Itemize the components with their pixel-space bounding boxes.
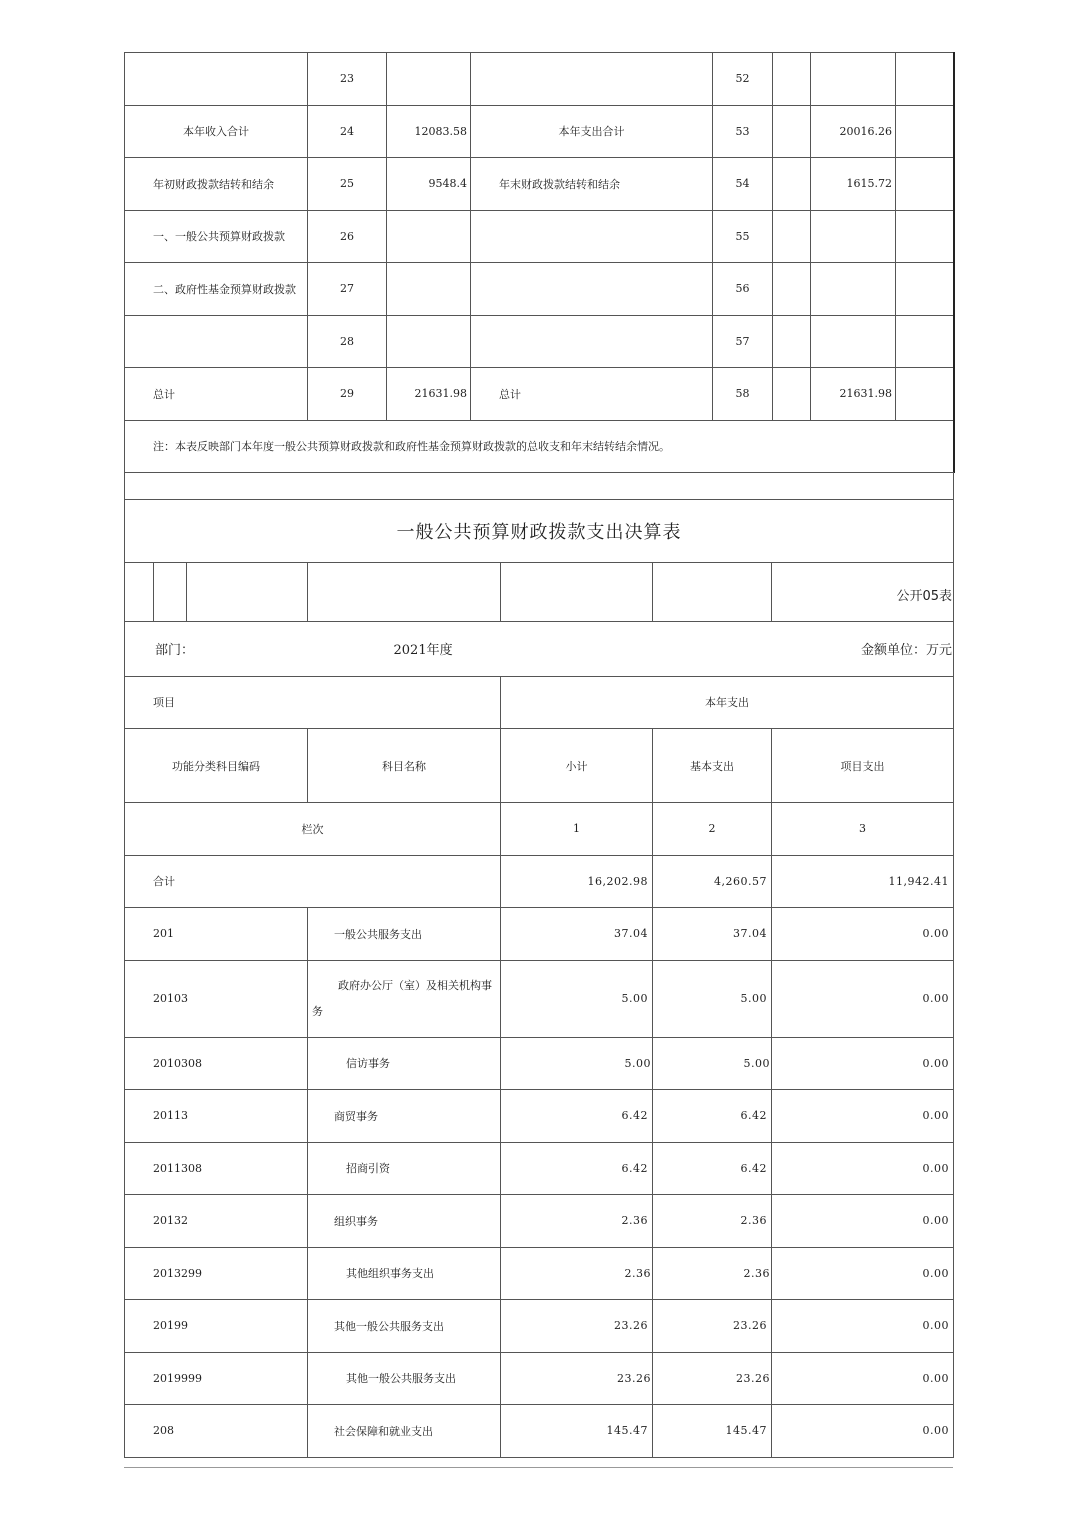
table-row (125, 1142, 954, 1195)
title-row (125, 499, 954, 562)
left-value (387, 263, 471, 316)
subject-name: 信访事务 (308, 1037, 501, 1090)
table-row (125, 1300, 954, 1353)
total-project: 11,942.41 (772, 855, 954, 908)
left-label: 二、政府性基金预算财政拨款 (125, 263, 308, 316)
basic: 2.36 (653, 1247, 772, 1300)
right-value (811, 53, 896, 106)
right-no: 57 (713, 315, 773, 368)
subject-name: 招商引资 (308, 1142, 501, 1195)
summary-row (125, 105, 954, 158)
basic: 6.42 (653, 1090, 772, 1143)
left-no: 29 (308, 368, 387, 421)
right-no: 53 (713, 105, 773, 158)
right-no: 54 (713, 158, 773, 211)
left-no: 23 (308, 53, 387, 106)
table-row (125, 1037, 954, 1090)
basic: 5.00 (653, 960, 772, 1037)
summary-row (125, 315, 954, 368)
subtotal: 6.42 (501, 1090, 653, 1143)
basic: 6.42 (653, 1142, 772, 1195)
header-subtotal: 小计 (501, 729, 653, 803)
table-row (125, 1090, 954, 1143)
header-project-exp: 项目支出 (772, 729, 954, 803)
summary-row (125, 53, 954, 106)
table-row (125, 960, 954, 1037)
table-row (125, 1405, 954, 1458)
project: 0.00 (772, 960, 954, 1037)
right-no: 52 (713, 53, 773, 106)
project: 0.00 (772, 1142, 954, 1195)
project: 0.00 (772, 1352, 954, 1405)
subject-name: 组织事务 (308, 1195, 501, 1248)
total-subtotal: 16,202.98 (501, 855, 653, 908)
subtotal: 23.26 (501, 1300, 653, 1353)
right-value: 1615.72 (811, 158, 896, 211)
project: 0.00 (772, 908, 954, 961)
subject-name: 其他组织事务支出 (308, 1247, 501, 1300)
subject-name: 其他一般公共服务支出 (308, 1300, 501, 1353)
form-number: 公开05表 (772, 562, 954, 621)
subtotal: 23.26 (501, 1352, 653, 1405)
code: 2010308 (125, 1037, 308, 1090)
project: 0.00 (772, 1405, 954, 1458)
basic: 145.47 (653, 1405, 772, 1458)
total-label: 合计 (125, 855, 501, 908)
dept-label: 部门： (125, 621, 308, 676)
summary-row (125, 263, 954, 316)
project: 0.00 (772, 1090, 954, 1143)
code: 20132 (125, 1195, 308, 1248)
fiscal-year: 2021年度 (308, 621, 653, 676)
page-bottom-rule (124, 1467, 953, 1468)
column-order-row (125, 803, 954, 856)
table-row (125, 1195, 954, 1248)
code: 20113 (125, 1090, 308, 1143)
right-value (811, 263, 896, 316)
basic: 2.36 (653, 1195, 772, 1248)
left-value: 21631.98 (387, 368, 471, 421)
code: 201 (125, 908, 308, 961)
table-row (125, 1247, 954, 1300)
right-label: 总计 (471, 368, 713, 421)
total-basic: 4,260.57 (653, 855, 772, 908)
code: 2019999 (125, 1352, 308, 1405)
right-value (811, 210, 896, 263)
project: 0.00 (772, 1247, 954, 1300)
column-1: 1 (501, 803, 653, 856)
project: 0.00 (772, 1195, 954, 1248)
code: 20199 (125, 1300, 308, 1353)
left-no: 27 (308, 263, 387, 316)
left-no: 28 (308, 315, 387, 368)
column-order-label: 栏次 (125, 803, 501, 856)
basic: 5.00 (653, 1037, 772, 1090)
left-label (125, 53, 308, 106)
summary-row (125, 158, 954, 211)
right-label: 本年支出合计 (471, 105, 713, 158)
subtotal: 5.00 (501, 960, 653, 1037)
left-value: 12083.58 (387, 105, 471, 158)
header-project: 项目 (125, 676, 501, 729)
code: 2011308 (125, 1142, 308, 1195)
left-value (387, 210, 471, 263)
right-no: 55 (713, 210, 773, 263)
project: 0.00 (772, 1037, 954, 1090)
table-title: 一般公共预算财政拨款支出决算表 (125, 499, 954, 562)
left-no: 24 (308, 105, 387, 158)
note-row (125, 420, 954, 472)
left-value (387, 53, 471, 106)
project: 0.00 (772, 1300, 954, 1353)
right-label (471, 210, 713, 263)
code: 208 (125, 1405, 308, 1458)
right-value: 20016.26 (811, 105, 896, 158)
left-label: 一、一般公共预算财政拨款 (125, 210, 308, 263)
document-page (124, 52, 953, 1458)
right-no: 58 (713, 368, 773, 421)
header-current-expenditure: 本年支出 (501, 676, 954, 729)
header-row (125, 676, 954, 729)
subject-name: 一般公共服务支出 (308, 908, 501, 961)
basic: 23.26 (653, 1300, 772, 1353)
basic: 23.26 (653, 1352, 772, 1405)
table-row (125, 1352, 954, 1405)
summary-total-row (125, 368, 954, 421)
right-value (811, 315, 896, 368)
code: 2013299 (125, 1247, 308, 1300)
subject-name: 社会保障和就业支出 (308, 1405, 501, 1458)
left-value (387, 315, 471, 368)
table-row (125, 908, 954, 961)
right-value: 21631.98 (811, 368, 896, 421)
subject-name: 其他一般公共服务支出 (308, 1352, 501, 1405)
right-label (471, 315, 713, 368)
header-code: 功能分类科目编码 (125, 729, 308, 803)
left-value: 9548.4 (387, 158, 471, 211)
code: 20103 (125, 960, 308, 1037)
column-2: 2 (653, 803, 772, 856)
header-basic: 基本支出 (653, 729, 772, 803)
subtotal: 5.00 (501, 1037, 653, 1090)
left-label: 总计 (125, 368, 308, 421)
left-label: 本年收入合计 (125, 105, 308, 158)
total-row (125, 855, 954, 908)
subject-name: 商贸事务 (308, 1090, 501, 1143)
amount-unit: 金额单位：万元 (653, 621, 954, 676)
left-no: 26 (308, 210, 387, 263)
left-label: 年初财政拨款结转和结余 (125, 158, 308, 211)
header-name: 科目名称 (308, 729, 501, 803)
right-no: 56 (713, 263, 773, 316)
expenditure-table (124, 472, 954, 1458)
basic: 37.04 (653, 908, 772, 961)
table-note: 注：本表反映部门本年度一般公共预算财政拨款和政府性基金预算财政拨款的总收支和年末结转结余情况。 (125, 420, 954, 472)
subtotal: 37.04 (501, 908, 653, 961)
summary-table (124, 52, 955, 473)
subject-name: 政府办公厅（室）及相关机构事务 (312, 978, 492, 1018)
subtotal: 145.47 (501, 1405, 653, 1458)
right-label (471, 263, 713, 316)
summary-row (125, 210, 954, 263)
subtotal: 2.36 (501, 1195, 653, 1248)
column-3: 3 (772, 803, 954, 856)
right-label (471, 53, 713, 106)
header-row (125, 729, 954, 803)
left-label (125, 315, 308, 368)
subtotal: 2.36 (501, 1247, 653, 1300)
right-label: 年末财政拨款结转和结余 (471, 158, 713, 211)
left-no: 25 (308, 158, 387, 211)
subtotal: 6.42 (501, 1142, 653, 1195)
